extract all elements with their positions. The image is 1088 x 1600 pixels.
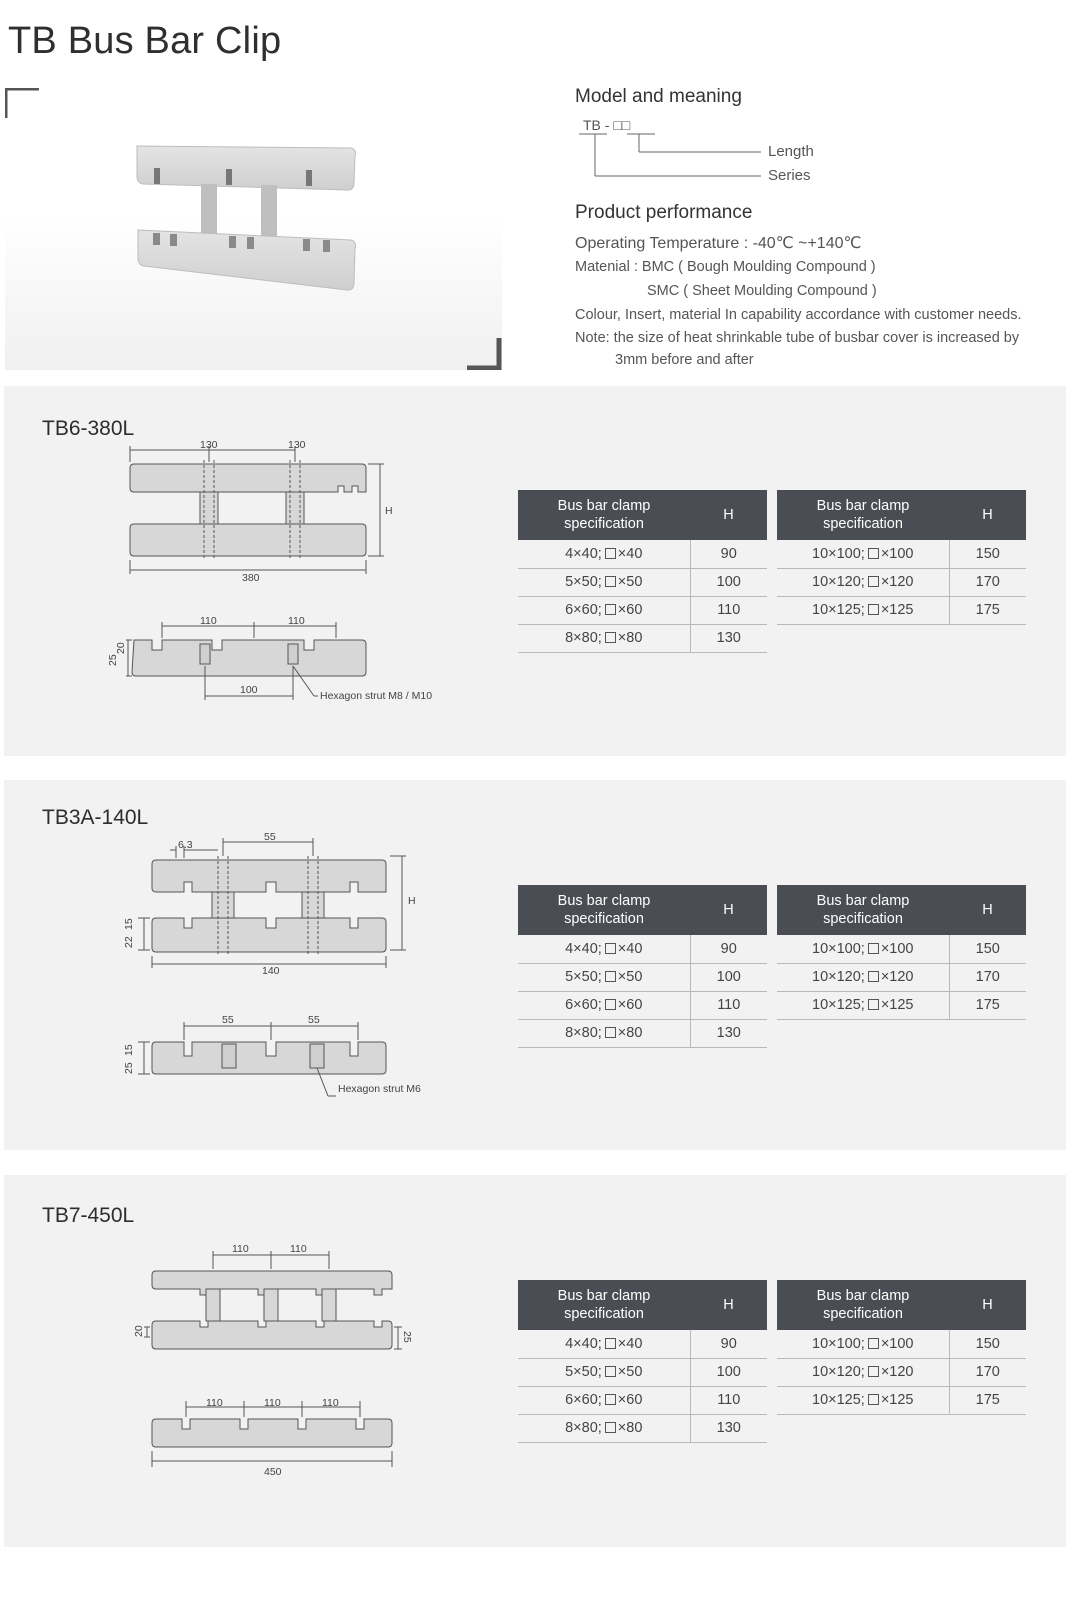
product-render [5,88,502,370]
table-row [518,991,767,1019]
header-spec: Bus bar clamp specification [777,885,949,935]
spec-cell: 10×120; ×120 [777,963,949,991]
h-value-cell: 130 [690,1414,767,1442]
side-dim-1: 55 [222,1014,234,1026]
spec-table-left [518,1280,767,1443]
left-dim-2: 20 [115,642,127,654]
spec-cell: 6×60; ×60 [518,596,690,624]
section-title: TB7-450L [42,1204,135,1227]
left-dim: 20 [133,1325,145,1337]
dim-length: 450 [264,1466,282,1478]
square-symbol [605,971,616,982]
strut-label: Hexagon strut M8 / M10 [320,690,433,702]
spec-cell: 5×50; ×50 [518,1358,690,1386]
h-value-cell: 90 [690,540,767,568]
table-row [518,1358,767,1386]
header-h: H [690,885,767,935]
square-symbol [605,548,616,559]
header-spec: Bus bar clamp specification [518,1280,690,1330]
header-spec: Bus bar clamp specification [518,885,690,935]
spec-cell: 6×60; ×60 [518,1386,690,1414]
h-value-cell: 100 [690,963,767,991]
table-row [518,596,767,624]
dim-top-2: 130 [288,439,306,451]
side-dim-2: 55 [308,1014,320,1026]
square-symbol [868,576,879,587]
side-left-dim-2: 15 [123,1044,135,1056]
spec-cell: 10×100; ×100 [777,1330,949,1358]
spec-cell: 8×80; ×80 [518,624,690,652]
note-line-1: Note: the size of heat shrinkable tube of busbar cover is increased by [575,330,1020,346]
h-value-cell: 130 [690,624,767,652]
h-value-cell: 90 [690,1330,767,1358]
right-dim: 25 [401,1331,413,1343]
square-symbol [868,1366,879,1377]
spec-cell: 6×60; ×60 [518,991,690,1019]
spec-cell: 4×40; ×40 [518,540,690,568]
spec-cell: 10×120; ×120 [777,1358,949,1386]
header-spec: Bus bar clamp specification [777,490,949,540]
table-row [518,935,767,963]
h-value-cell: 150 [949,1330,1026,1358]
square-symbol [605,1338,616,1349]
section-title: TB6-380L [42,417,135,440]
spec-cell: 10×120; ×120 [777,568,949,596]
side-view-drawing [114,1397,434,1487]
left-dim-1: 22 [123,936,135,948]
length-label: Length [768,143,814,160]
square-symbol [868,548,879,559]
spec-cell: 10×125; ×125 [777,1386,949,1414]
square-symbol [868,999,879,1010]
front-view-drawing [114,1239,434,1359]
h-value-cell: 130 [690,1019,767,1047]
square-symbol [605,604,616,615]
spec-cell: 10×100; ×100 [777,935,949,963]
table-row [777,991,1026,1019]
model-meaning-title: Model and meaning [575,86,742,107]
section-tb7-450l [4,1175,1066,1547]
table-row [777,1358,1026,1386]
table-row [518,1414,767,1442]
side-dim-3: 110 [322,1397,339,1409]
spec-cell: 10×125; ×125 [777,596,949,624]
table-row [777,1386,1026,1414]
h-value-cell: 175 [949,991,1026,1019]
dim-small: 6.3 [178,839,193,851]
h-value-cell: 110 [690,991,767,1019]
material-bmc: Matenial : BMC ( Bough Moulding Compound ) [575,259,876,275]
strut-label: Hexagon strut M6 [338,1083,421,1095]
table-row [518,963,767,991]
dim-length: 140 [262,965,280,977]
spec-cell: 10×125; ×125 [777,991,949,1019]
side-dim-1: 110 [206,1397,223,1409]
square-symbol [868,1338,879,1349]
square-symbol [605,943,616,954]
front-view-drawing [104,436,404,586]
table-row [518,540,767,568]
header-h: H [690,490,767,540]
h-value-cell: 100 [690,1358,767,1386]
page-title: TB Bus Bar Clip [8,20,282,62]
table-row [777,596,1026,624]
front-view-drawing [114,832,424,982]
spec-cell: 5×50; ×50 [518,963,690,991]
colour-note: Colour, Insert, material In capability accordance with customer needs. [575,307,1022,323]
spec-table-left [518,885,767,1048]
spec-table-right [777,885,1026,1020]
table-row [518,568,767,596]
table-row [777,963,1026,991]
table-row [518,1019,767,1047]
spec-table-right [777,1280,1026,1415]
side-view-drawing [104,614,444,704]
table-row [777,540,1026,568]
square-symbol [605,1366,616,1377]
bottom-dim: 100 [240,684,258,696]
square-symbol [868,971,879,982]
side-left-dim-1: 25 [123,1062,135,1074]
square-symbol [605,1422,616,1433]
square-symbol [605,1394,616,1405]
operating-temperature: Operating Temperature : -40℃ ~+140℃ [575,235,862,252]
dim-top: 55 [264,832,276,843]
dim-length: 380 [242,572,260,584]
h-value-cell: 175 [949,596,1026,624]
performance-title: Product performance [575,202,753,223]
h-value-cell: 100 [690,568,767,596]
header-h: H [949,1280,1026,1330]
h-value-cell: 110 [690,1386,767,1414]
side-dim-2: 110 [264,1397,281,1409]
left-dim-1: 25 [107,654,119,666]
left-dim-2: 15 [123,918,135,930]
header-h: H [949,490,1026,540]
spec-cell: 10×100; ×100 [777,540,949,568]
spec-cell: 5×50; ×50 [518,568,690,596]
h-value-cell: 110 [690,596,767,624]
h-value-cell: 175 [949,1386,1026,1414]
h-value-cell: 170 [949,963,1026,991]
square-symbol [868,943,879,954]
square-symbol [868,1394,879,1405]
spec-cell: 8×80; ×80 [518,1019,690,1047]
table-row [518,624,767,652]
h-value-cell: 150 [949,540,1026,568]
table-row [777,1330,1026,1358]
spec-cell: 4×40; ×40 [518,935,690,963]
table-row [518,1386,767,1414]
side-dim-2: 110 [288,615,305,627]
side-dim-1: 110 [200,615,217,627]
table-row [518,1330,767,1358]
dim-top-1: 130 [200,439,218,451]
dim-top-2: 110 [290,1243,307,1255]
dim-top-1: 110 [232,1243,249,1255]
note-line-2: 3mm before and after [615,352,754,368]
spec-table-left [518,490,767,653]
spec-cell: 4×40; ×40 [518,1330,690,1358]
square-symbol [605,999,616,1010]
dim-height: H [408,895,416,907]
dim-height: H [385,505,393,517]
header-h: H [949,885,1026,935]
model-code: TB - □□ [583,117,631,133]
h-value-cell: 90 [690,935,767,963]
table-row [777,568,1026,596]
product-image [5,88,502,370]
material-smc: SMC ( Sheet Moulding Compound ) [647,283,877,299]
series-label: Series [768,167,811,184]
square-symbol [605,576,616,587]
square-symbol [605,632,616,643]
section-tb6-380l [4,386,1066,756]
section-tb3a-140l [4,780,1066,1150]
h-value-cell: 170 [949,568,1026,596]
section-title: TB3A-140L [42,806,149,829]
spec-cell: 8×80; ×80 [518,1414,690,1442]
header-spec: Bus bar clamp specification [777,1280,949,1330]
side-view-drawing [114,1012,444,1102]
square-symbol [868,604,879,615]
header-h: H [690,1280,767,1330]
h-value-cell: 170 [949,1358,1026,1386]
h-value-cell: 150 [949,935,1026,963]
spec-table-right [777,490,1026,625]
header-spec: Bus bar clamp specification [518,490,690,540]
table-row [777,935,1026,963]
square-symbol [605,1027,616,1038]
